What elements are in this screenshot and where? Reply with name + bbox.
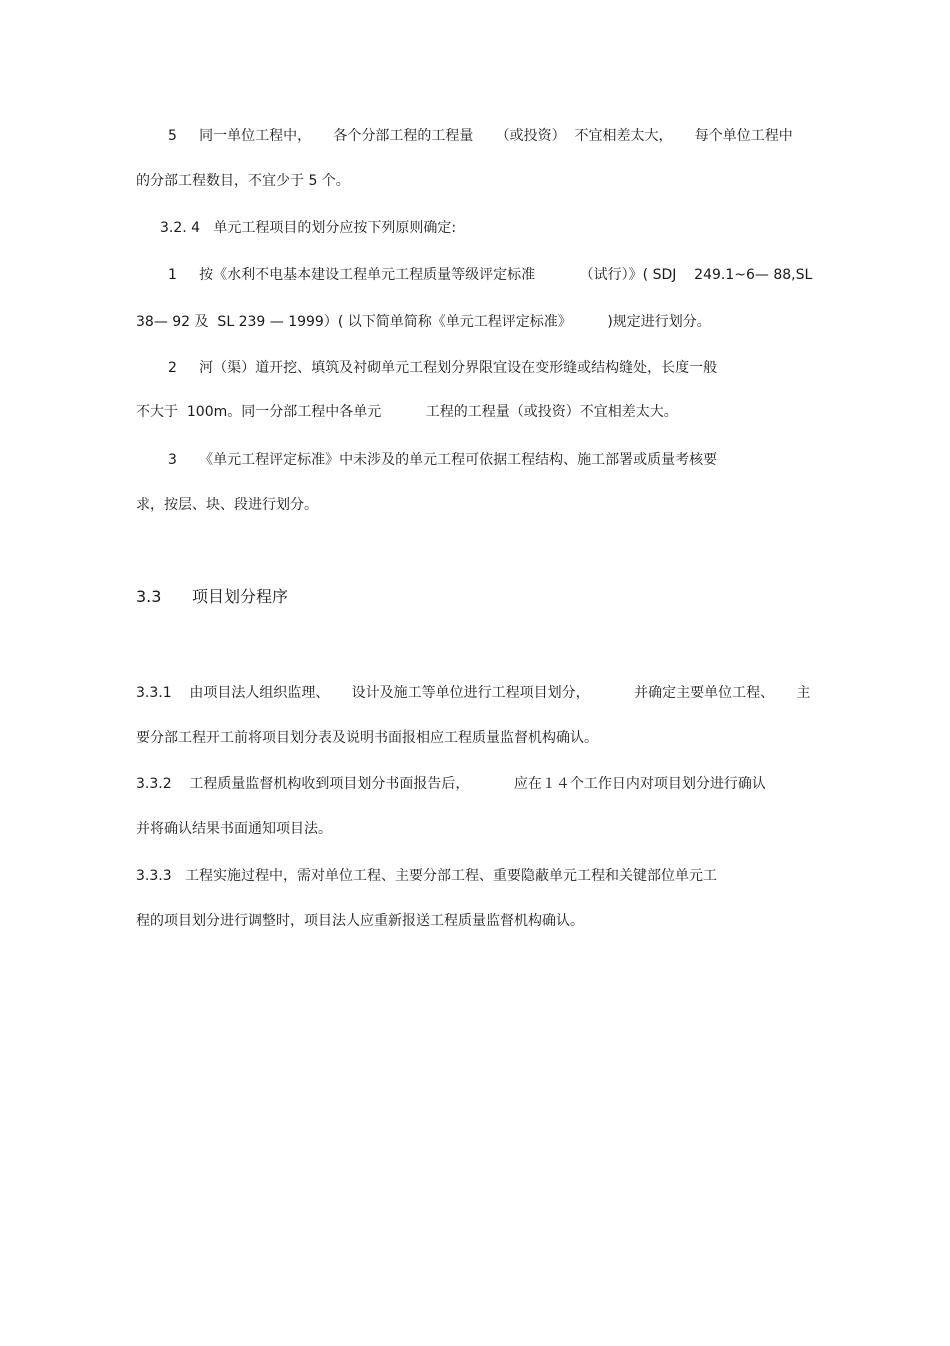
clause-3-3-1-line-1: 3.3.1 由项目法人组织监理、 设计及施工等单位进行工程项目划分， 并确定主要单位工程、 主: [136, 685, 811, 701]
rule-2-line-1: 2 河（渠）道开挖、填筑及衬砌单元工程划分界限宜设在变形缝或结构缝处，长度一般: [168, 360, 718, 376]
clause-3-3-1-line-2: 要分部工程开工前将项目划分表及说明书面报相应工程质量监督机构确认。: [136, 730, 598, 746]
rule-1-line-1: 1 按《水利不电基本建设工程单元工程质量等级评定标准 （试行）》( SDJ 249.1~6— 88,SL: [168, 267, 813, 283]
rule-1-line-2: 38— 92 及 SL 239 — 1999）( 以下简单简称《单元工程评定标准》 )规定进行划分。: [136, 314, 711, 330]
clause-3-3-2-line-1: 3.3.2 工程质量监督机构收到项目划分书面报告后， 应在１４个工作日内对项目划分进行确认: [136, 776, 766, 792]
section-3-3-heading: 3.3 项目划分程序: [136, 587, 288, 606]
item-5-line-1: 5 同一单位工程中， 各个分部工程的工程量 （或投资） 不宜相差太大， 每个单位工程中: [168, 128, 793, 144]
rule-3-line-1: 3 《单元工程评定标准》中未涉及的单元工程可依据工程结构、施工部署或质量考核要: [168, 452, 718, 468]
rule-2-line-2: 不大于 100m。同一分部工程中各单元 工程的工程量（或投资）不宜相差太大。: [136, 404, 678, 420]
clause-3-3-2-line-2: 并将确认结果书面通知项目法。: [136, 821, 332, 837]
clause-3-2-4-heading: 3.2. 4 单元工程项目的划分应按下列原则确定:: [160, 220, 457, 236]
clause-3-3-3-line-1: 3.3.3 工程实施过程中，需对单位工程、主要分部工程、重要隐蔽单元工程和关键部位单元工: [136, 868, 717, 884]
rule-3-line-2: 求，按层、块、段进行划分。: [136, 497, 318, 513]
clause-3-3-3-line-2: 程的项目划分进行调整时，项目法人应重新报送工程质量监督机构确认。: [136, 913, 584, 929]
item-5-line-2: 的分部工程数目，不宜少于 5 个。: [136, 173, 350, 189]
